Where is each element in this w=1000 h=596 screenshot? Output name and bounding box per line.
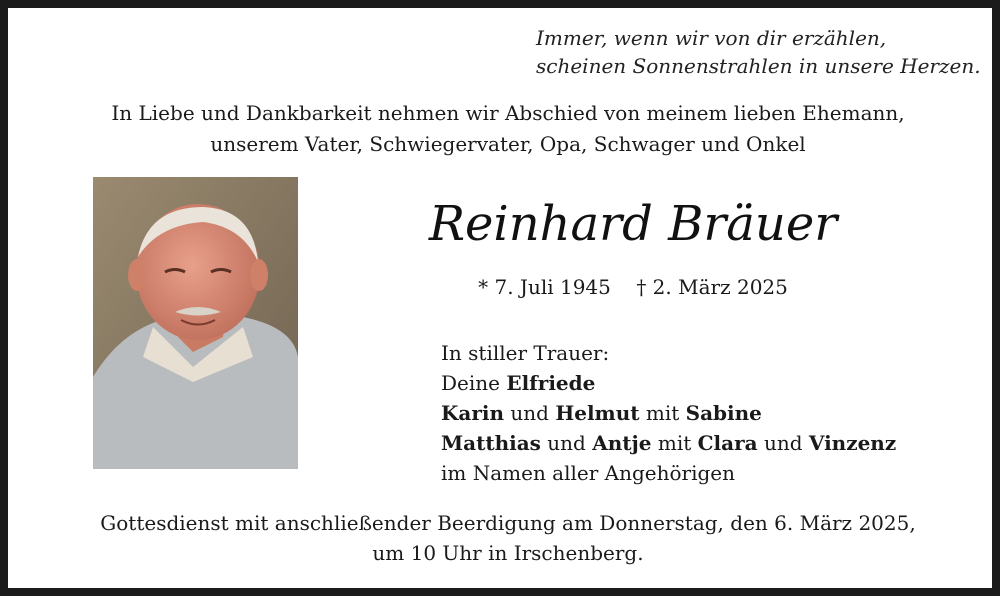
service-line-2: um 10 Uhr in Irschenberg. bbox=[372, 541, 644, 565]
motto-quote bbox=[536, 24, 981, 80]
deceased-name: Reinhard Bräuer bbox=[428, 196, 838, 252]
mourners-closing: im Namen aller Angehörigen bbox=[441, 461, 736, 485]
service-line-1: Gottesdienst mit anschließender Beerdigung am Donnerstag, den 6. März 2025, bbox=[100, 511, 916, 535]
intro-text bbox=[8, 98, 1000, 160]
birth-date: * 7. Juli 1945 bbox=[478, 275, 611, 299]
life-dates bbox=[448, 272, 818, 302]
intro-line-2: unserem Vater, Schwiegervater, Opa, Schwager und Onkel bbox=[210, 132, 806, 156]
death-date: † 2. März 2025 bbox=[636, 275, 788, 299]
service-info bbox=[8, 508, 1000, 568]
mourners-list bbox=[441, 338, 961, 488]
motto-line-1: Immer, wenn wir von dir erzählen, bbox=[536, 26, 887, 50]
intro-line-1: In Liebe und Dankbarkeit nehmen wir Abschied von meinem lieben Ehemann, bbox=[111, 101, 905, 125]
mourner-line-1: Deine Elfriede bbox=[441, 371, 596, 395]
motto-line-2: scheinen Sonnenstrahlen in unsere Herzen. bbox=[536, 54, 981, 78]
mourner-line-3: Matthias und Antje mit Clara und Vinzenz bbox=[441, 431, 897, 455]
mourner-line-2: Karin und Helmut mit Sabine bbox=[441, 401, 762, 425]
mourners-heading: In stiller Trauer: bbox=[441, 341, 610, 365]
portrait-photo bbox=[93, 177, 298, 469]
